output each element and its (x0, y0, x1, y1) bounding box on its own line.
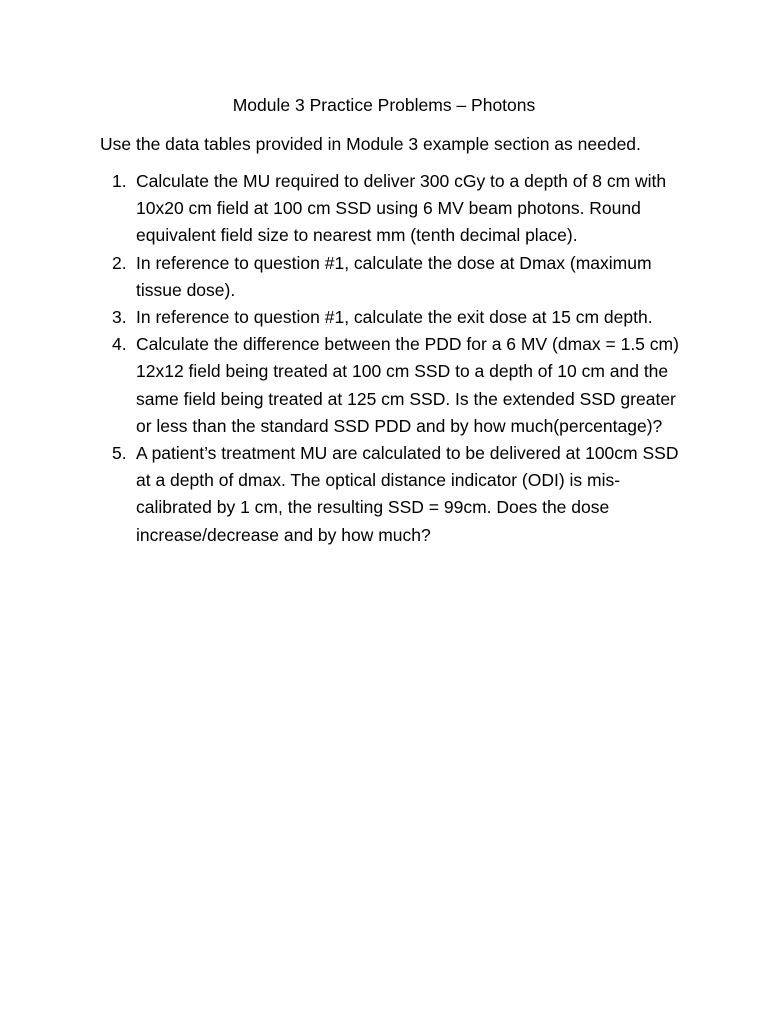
problem-item (0, 331, 688, 440)
problem-list (0, 168, 768, 549)
problem-text: In reference to question #1, calculate the exit dose at 15 cm depth. (136, 307, 653, 328)
problem-number: 4. (112, 334, 127, 355)
document-title: Module 3 Practice Problems – Photons (232, 95, 536, 115)
problem-number: 3. (112, 307, 127, 328)
problem-number: 2. (112, 252, 127, 273)
problem-number: 5. (112, 443, 127, 464)
problem-item (0, 168, 688, 250)
problem-text: A patient’s treatment MU are calculated to be delivered at 100cm SSD at a depth of dmax. The optical distance indicator (ODI) is mis-calibrated by 1 cm, the resulting SSD = 99cm. Does the dose increase/decrease and by how much? (136, 443, 679, 545)
document-intro: Use the data tables provided in Module 3 example section as needed. (100, 134, 641, 154)
problem-text: Calculate the MU required to deliver 300 cGy to a depth of 8 cm with 10x20 cm field at 100 cm SSD using 6 MV beam photons. Round equivalent field size to nearest mm (tenth decimal place). (136, 171, 667, 246)
problem-item (0, 440, 688, 549)
problem-item (0, 250, 688, 304)
problem-text: Calculate the difference between the PDD for a 6 MV (dmax = 1.5 cm) 12x12 field being treated at 100 cm SSD to a depth of 10 cm and the same field being treated at 125 cm SSD. Is the extended SSD greater or less than the standard SSD PDD and by how much(percentage)? (136, 334, 679, 436)
problem-text: In reference to question #1, calculate the dose at Dmax (maximum tissue dose). (136, 252, 652, 300)
problem-item (0, 304, 688, 331)
problem-number: 1. (112, 171, 127, 191)
